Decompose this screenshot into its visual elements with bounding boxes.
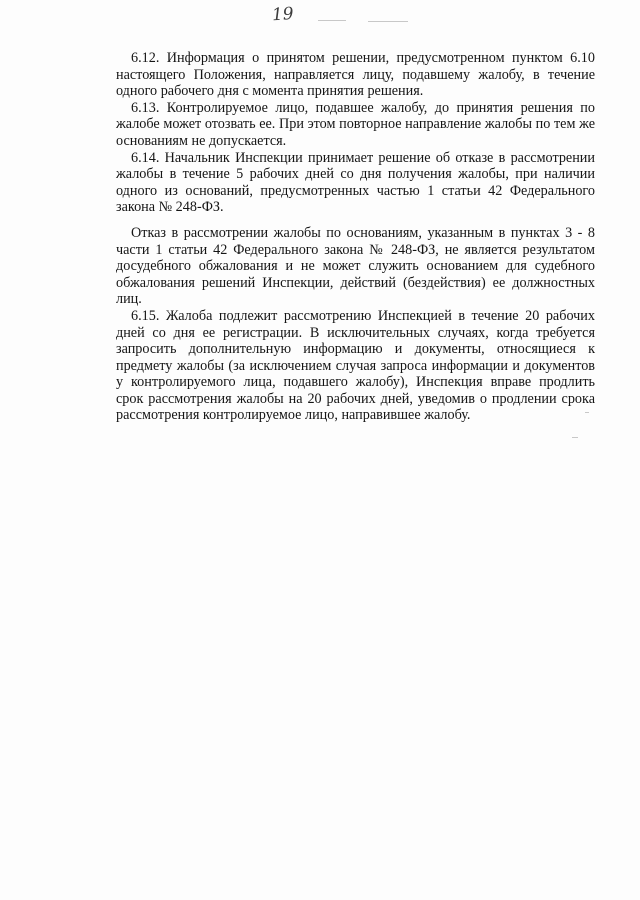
paragraph-refusal-note: Отказ в рассмотрении жалобы по основаниям, указанным в пунктах 3 - 8 части 1 статьи 42 Федерального закона № 248-ФЗ, не является результатом досудебного обжалования и не может служить основанием для судебного обжалования решений Инспекции, действий (бездействия) ее должностных лиц. [116, 224, 595, 308]
scan-mark [368, 21, 408, 22]
document-body [116, 50, 595, 424]
scan-mark [318, 20, 346, 21]
page-number: 19 [271, 3, 295, 26]
paragraph-6-15: 6.15. Жалоба подлежит рассмотрению Инспекцией в течение 20 рабочих дней со дня ее регистрации. В исключительных случаях, когда требуется запросить дополнительную информацию и документы, относящиеся к предмету жалобы (за исключением случая запроса информации и документов у контролируемого лица, подавшего жалобу), Инспекция вправе продлить срок рассмотрения жалобы на 20 рабочих дней, уведомив о продлении срока рассмотрения контролируемое лицо, направившее жалобу. [116, 307, 595, 424]
paragraph-6-13: 6.13. Контролируемое лицо, подавшее жалобу, до принятия решения по жалобе может отозвать ее. При этом повторное направление жалобы по тем же основаниям не допускается. [116, 99, 595, 149]
paragraph-6-14: 6.14. Начальник Инспекции принимает решение об отказе в рассмотрении жалобы в течение 5 рабочих дней со дня получения жалобы, при наличии одного из оснований, предусмотренных частью 1 статьи 42 Федерального закона № 248-ФЗ. [116, 149, 595, 216]
paragraph-6-12: 6.12. Информация о принятом решении, предусмотренном пунктом 6.10 настоящего Положения, направляется лицу, подавшему жалобу, в течение одного рабочего дня с момента принятия решения. [116, 50, 595, 100]
scan-mark [572, 437, 578, 438]
